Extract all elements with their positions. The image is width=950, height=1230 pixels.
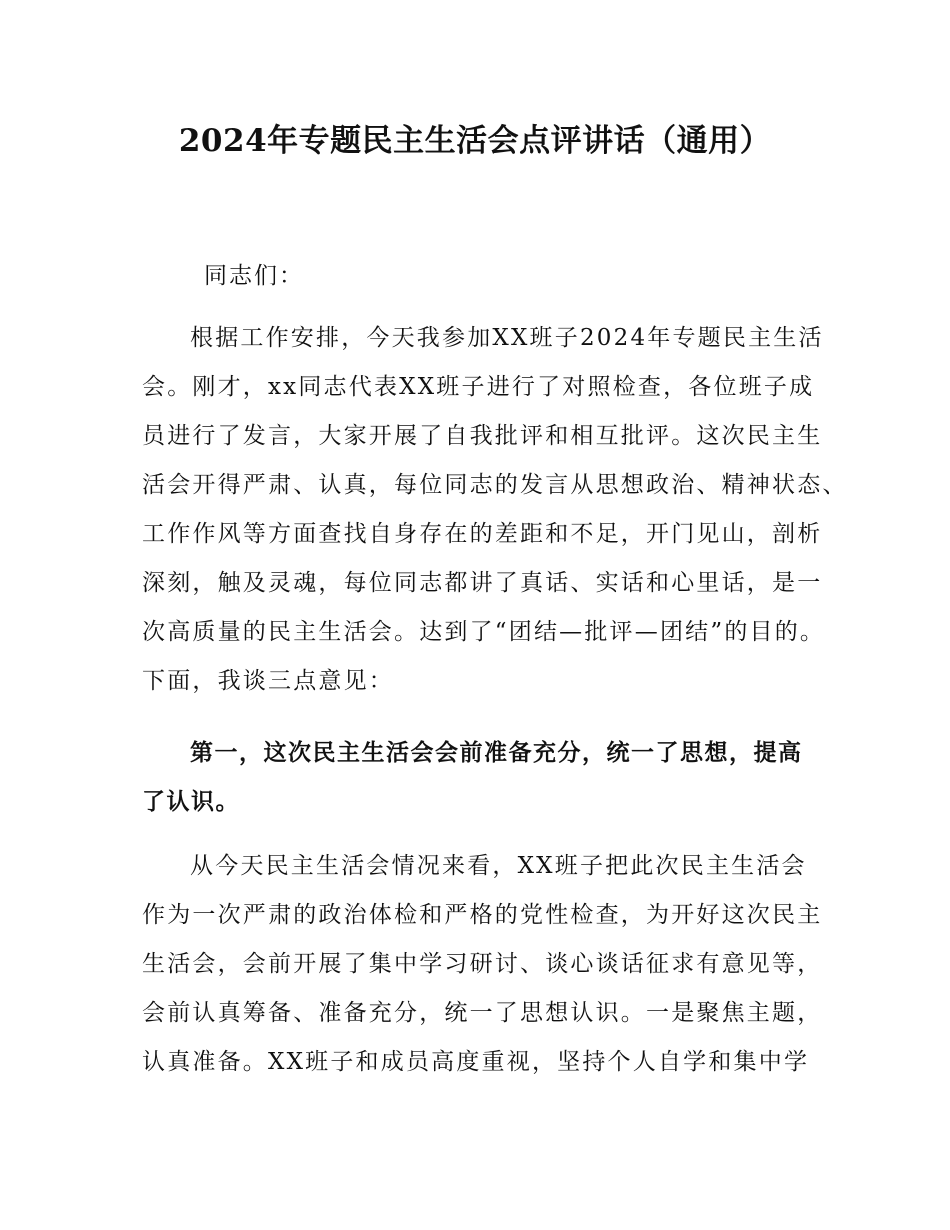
- section-heading-first: [142, 729, 842, 827]
- text-line: 根据工作安排，今天我参加XX班子2024年专题民主生活: [190, 325, 824, 351]
- text-line: 生活会，会前开展了集中学习研讨、谈心谈话征求有意见等，: [142, 951, 823, 977]
- heading-line: 了认识。: [142, 789, 240, 815]
- paragraph-opening: [142, 314, 848, 706]
- paragraph-section-one: [142, 842, 842, 1087]
- text-line: 活会开得严肃、认真，每位同志的发言从思想政治、精神状态、: [142, 472, 848, 498]
- text-line: 下面，我谈三点意见：: [142, 668, 394, 694]
- text-line: 员进行了发言，大家开展了自我批评和相互批评。这次民主生: [142, 423, 823, 449]
- text-line: 会。刚才，xx同志代表XX班子进行了对照检查，各位班子成: [142, 374, 815, 400]
- text-line: 次高质量的民主生活会。达到了“团结—批评—团结”的目的。: [142, 619, 826, 645]
- text-line: 从今天民主生活会情况来看，XX班子把此次民主生活会: [190, 853, 807, 879]
- salutation: 同志们：: [204, 263, 304, 289]
- text-line: 作为一次严肃的政治体检和严格的党性检查，为开好这次民主: [142, 902, 823, 928]
- text-line: 工作作风等方面查找自身存在的差距和不足，开门见山，剖析: [142, 521, 823, 547]
- heading-line: 第一，这次民主生活会会前准备充分，统一了思想，提高: [190, 740, 803, 766]
- text-line: 认真准备。XX班子和成员高度重视，坚持个人自学和集中学: [142, 1049, 810, 1075]
- text-line: 深刻，触及灵魂，每位同志都讲了真话、实话和心里话，是一: [142, 570, 823, 596]
- text-line: 会前认真筹备、准备充分，统一了思想认识。一是聚焦主题，: [142, 1000, 823, 1026]
- document-title: 2024年专题民主生活会点评讲话（通用）: [178, 123, 772, 159]
